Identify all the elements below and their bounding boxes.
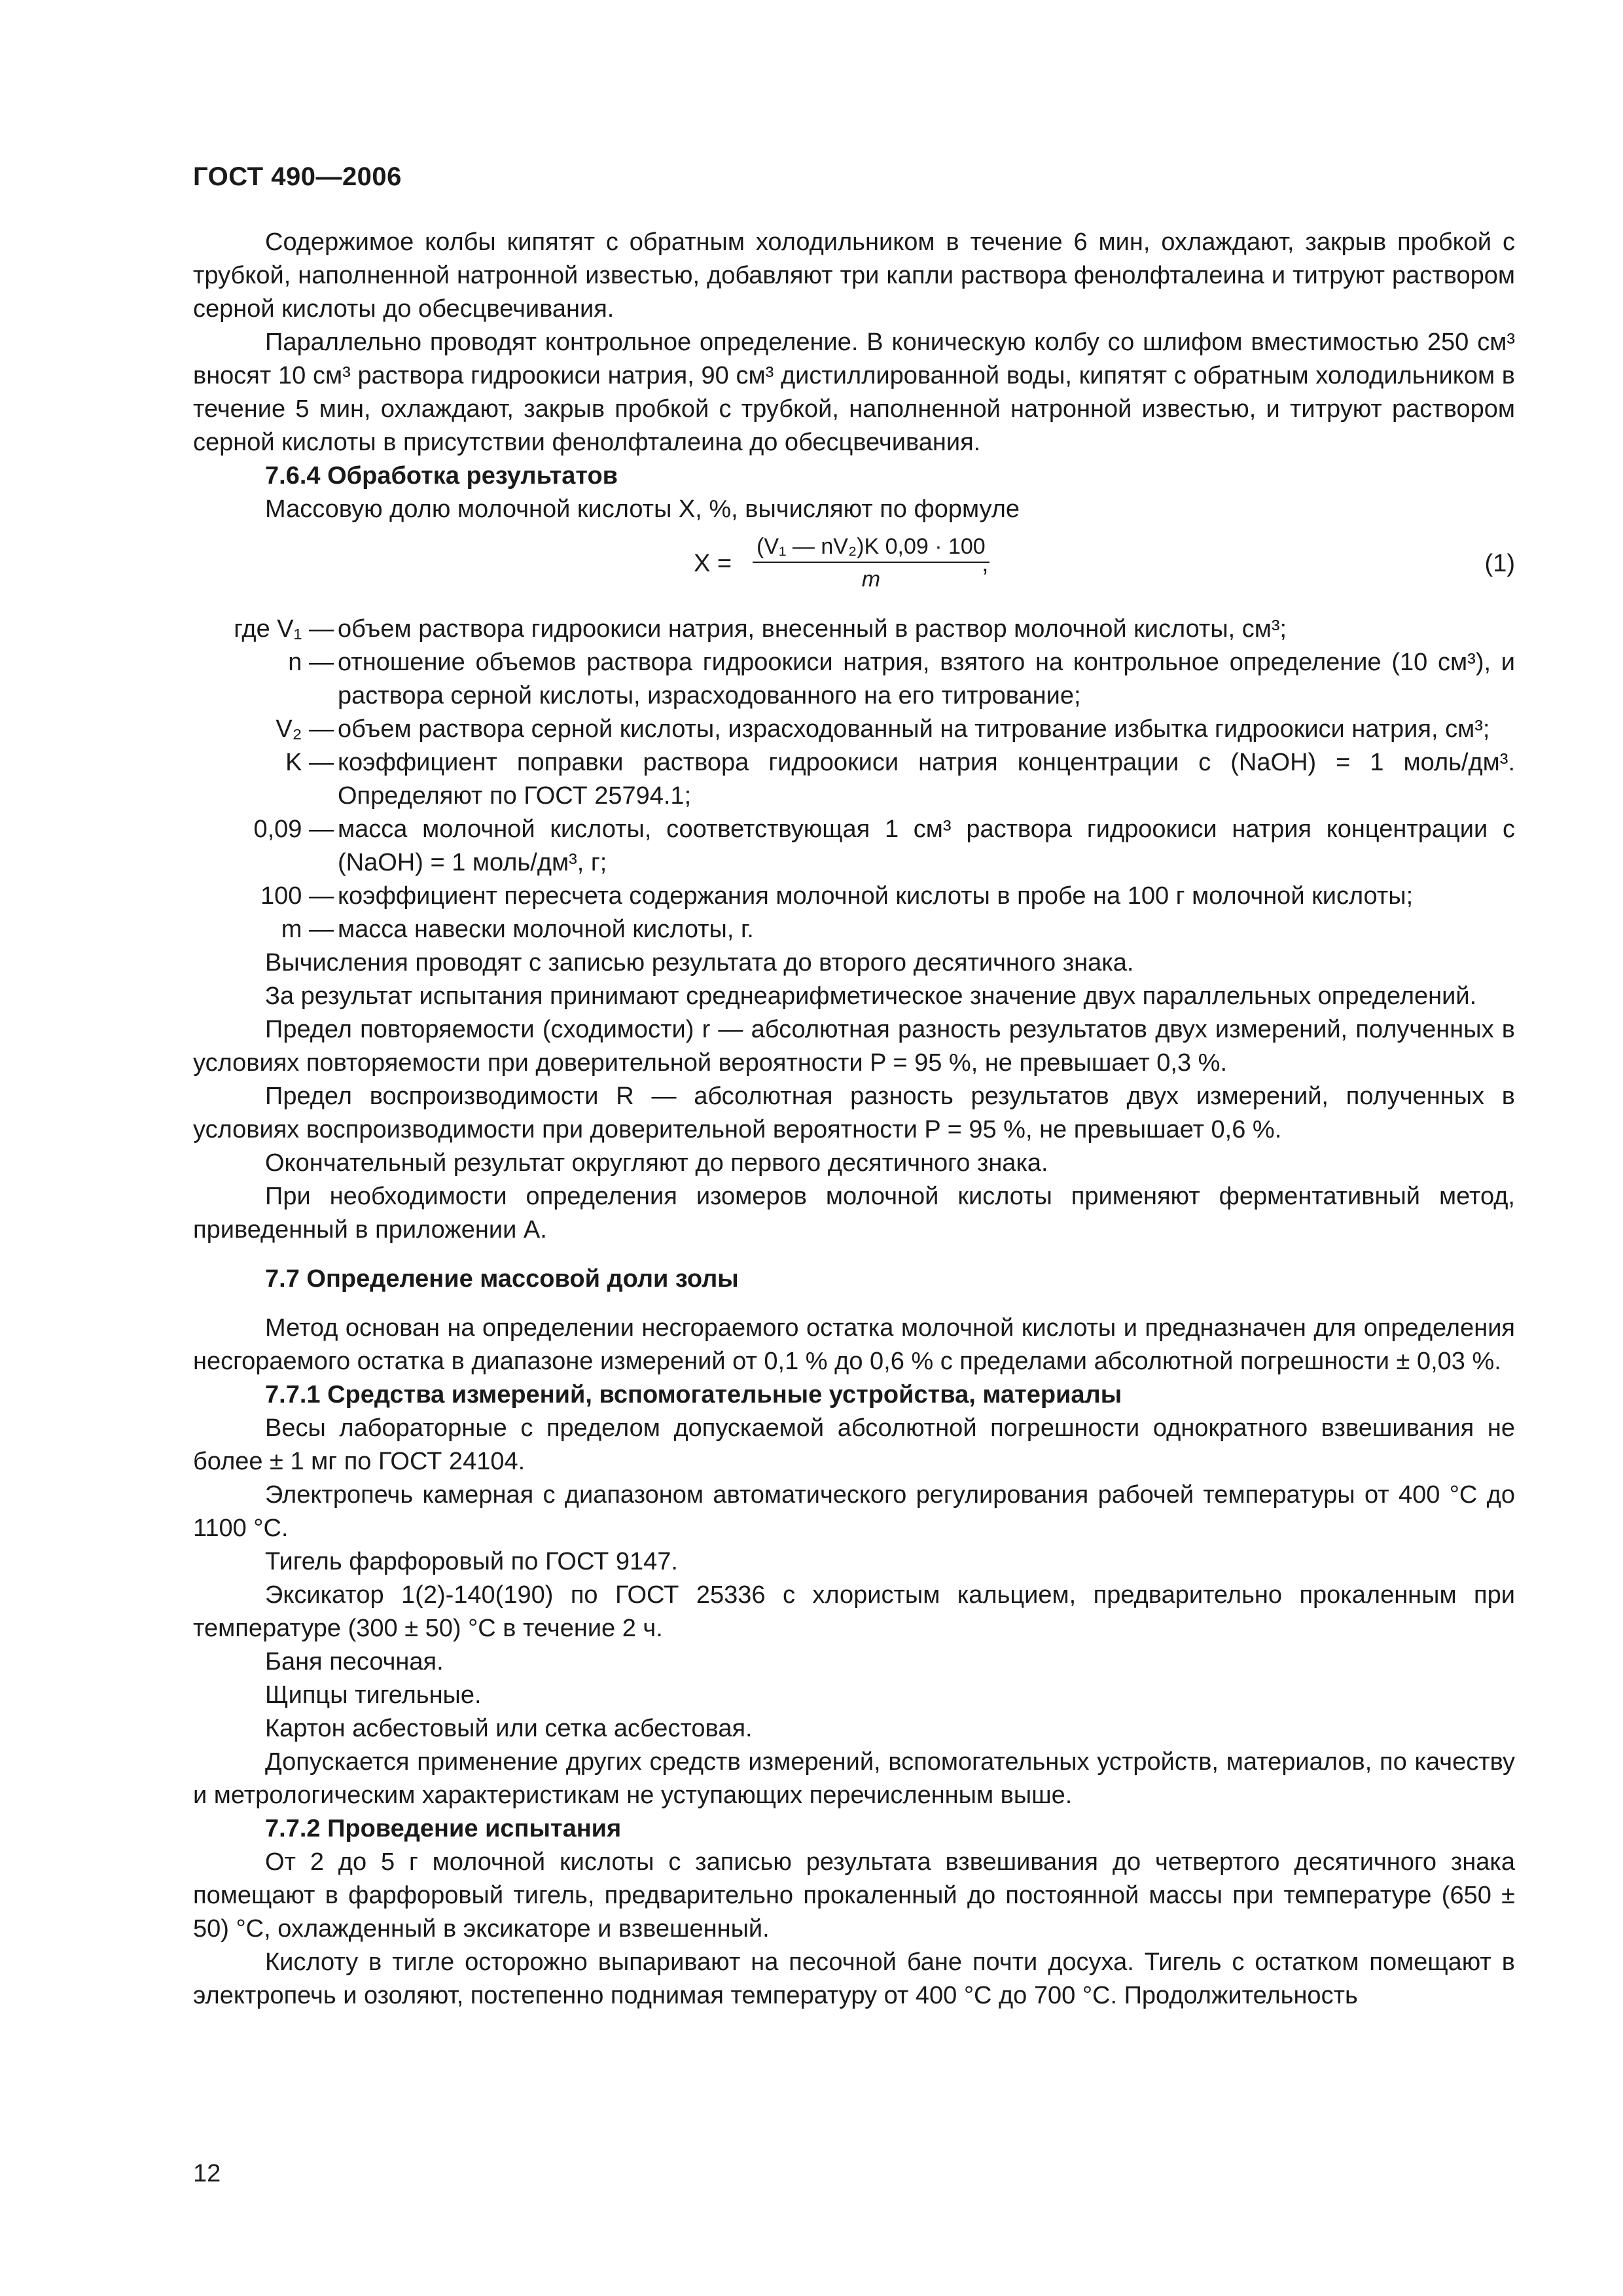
section-heading-7-7-1: 7.7.1 Средства измерений, вспомогательные устройства, материалы bbox=[265, 1381, 1122, 1408]
paragraph: Предел повторяемости (сходимости) r — абсолютная разность результатов двух измерений, полученных в условиях повторяемости при доверительной вероятности P = 95 %, не превышает 0,3 %. bbox=[193, 1016, 1515, 1077]
paragraph: Параллельно проводят контрольное определение. В коническую колбу со шлифом вместимостью 250 см³ вносят 10 см³ раствора гидроокиси натрия, 90 см³ дистиллированной воды, кипятят с обратным холодильником в течение 5 мин, охлаждают, закрыв пробкой с трубкой, наполненной натронной известью, и титруют раствором серной кислоты в присутствии фенолфталеина до обесцвечивания. bbox=[193, 329, 1515, 456]
paragraph: Кислоту в тигле осторожно выпаривают на песочной бане почти досуха. Тигель с остатком помещают в электропечь и озоляют, постепенно поднимая температуру от 400 °С до 700 °С. Продолжительность bbox=[193, 1948, 1515, 2009]
paragraph: Массовую долю молочной кислоты X, %, вычисляют по формуле bbox=[265, 495, 1020, 523]
legend-description: масса навески молочной кислоты, г. bbox=[338, 916, 754, 943]
formula-numerator: (V₁ — nV₂)K 0,09 · 100 bbox=[753, 531, 990, 563]
document-header: ГОСТ 490—2006 bbox=[193, 162, 402, 191]
paragraph: Картон асбестовый или сетка асбестовая. bbox=[265, 1715, 753, 1742]
formula-number: (1) bbox=[1484, 550, 1515, 577]
section-heading-7-6-4: 7.6.4 Обработка результатов bbox=[265, 462, 618, 490]
legend-row bbox=[193, 913, 1515, 946]
legend-symbol: где V₁ — bbox=[234, 615, 334, 643]
legend-row bbox=[193, 713, 1515, 746]
legend-description: масса молочной кислоты, соответствующая 1 см³ раствора гидроокиси натрия концентрации c (NaOH) = 1 моль/дм³, г; bbox=[338, 816, 1515, 876]
paragraph: Вычисления проводят с записью результата до второго десятичного знака. bbox=[265, 949, 1134, 977]
paragraph: Окончательный результат округляют до первого десятичного знака. bbox=[265, 1149, 1048, 1177]
legend-row bbox=[193, 746, 1515, 813]
legend-description: коэффициент поправки раствора гидроокиси натрия концентрации c (NaOH) = 1 моль/дм³. Определяют по ГОСТ 25794.1; bbox=[338, 749, 1515, 810]
paragraph: Допускается применение других средств измерений, вспомогательных устройств, материалов, по качеству и метрологическим характеристикам не уступающих перечисленным выше. bbox=[193, 1748, 1515, 1809]
paragraph: Метод основан на определении несгораемого остатка молочной кислоты и предназначен для определения несгораемого остатка в диапазоне измерений от 0,1 % до 0,6 % с пределами абсолютной погрешности ± 0,03 %. bbox=[193, 1314, 1515, 1375]
legend-symbol: K — bbox=[285, 749, 334, 776]
formula-1 bbox=[193, 531, 1515, 603]
paragraph: При необходимости определения изомеров молочной кислоты применяют ферментативный метод, приведенный в приложении А. bbox=[193, 1183, 1515, 1244]
formula-fraction bbox=[753, 531, 990, 596]
legend-description: объем раствора гидроокиси натрия, внесенный в раствор молочной кислоты, см³; bbox=[338, 615, 1287, 643]
paragraph: За результат испытания принимают среднеарифметическое значение двух параллельных определений. bbox=[265, 982, 1477, 1010]
legend-symbol: V₂ — bbox=[276, 715, 334, 743]
legend-row bbox=[193, 646, 1515, 713]
section-heading-7-7-2: 7.7.2 Проведение испытания bbox=[265, 1815, 622, 1842]
paragraph: Щипцы тигельные. bbox=[265, 1681, 482, 1709]
formula-denominator: m bbox=[861, 567, 881, 592]
paragraph: Предел воспроизводимости R — абсолютная разность результатов двух измерений, полученных в условиях воспроизводимости при доверительной вероятности P = 95 %, не превышает 0,6 %. bbox=[193, 1083, 1515, 1143]
legend-symbol: n — bbox=[288, 649, 334, 676]
legend-symbol: m — bbox=[281, 916, 334, 943]
legend-description: отношение объемов раствора гидроокиси натрия, взятого на контрольное определение (10 см³), и раствора серной кислоты, израсходованного на его титрование; bbox=[338, 649, 1515, 709]
legend-description: коэффициент пересчета содержания молочной кислоты в пробе на 100 г молочной кислоты; bbox=[338, 882, 1414, 910]
paragraph: Электропечь камерная с диапазоном автоматического регулирования рабочей температуры от 400 °С до 1100 °С. bbox=[193, 1481, 1515, 1542]
formula-comma: , bbox=[982, 550, 989, 577]
page-number: 12 bbox=[193, 2160, 221, 2187]
legend-row bbox=[193, 880, 1515, 913]
paragraph: Тигель фарфоровый по ГОСТ 9147. bbox=[265, 1548, 678, 1575]
legend-row bbox=[193, 613, 1515, 646]
legend-row bbox=[193, 813, 1515, 880]
paragraph: Весы лабораторные с пределом допускаемой абсолютной погрешности однократного взвешивания не более ± 1 мг по ГОСТ 24104. bbox=[193, 1414, 1515, 1475]
legend-symbol: 100 — bbox=[260, 882, 334, 910]
legend-symbol: 0,09 — bbox=[253, 816, 334, 843]
document-body bbox=[193, 226, 1515, 2013]
legend-description: объем раствора серной кислоты, израсходованный на титрование избытка гидроокиси натрия, см³; bbox=[338, 715, 1490, 743]
formula-lhs: X = bbox=[694, 550, 732, 577]
paragraph: Эксикатор 1(2)-140(190) по ГОСТ 25336 с хлористым кальцием, предварительно прокаленным при температуре (300 ± 50) °С в течение 2 ч. bbox=[193, 1581, 1515, 1642]
paragraph: Баня песочная. bbox=[265, 1648, 444, 1676]
paragraph: От 2 до 5 г молочной кислоты с записью результата взвешивания до четвертого десятичного знака помещают в фарфоровый тигель, предварительно прокаленный до постоянной массы при температуре (650 ± 50) °С, охлажденный в эксикаторе и взвешенный. bbox=[193, 1848, 1515, 1943]
paragraph: Содержимое колбы кипятят с обратным холодильником в течение 6 мин, охлаждают, закрыв пробкой с трубкой, наполненной натронной известью, добавляют три капли раствора фенолфталеина и титруют раствором серной кислоты до обесцвечивания. bbox=[193, 228, 1515, 323]
formula-legend bbox=[193, 613, 1515, 946]
section-heading-7-7: 7.7 Определение массовой доли золы bbox=[265, 1265, 739, 1293]
